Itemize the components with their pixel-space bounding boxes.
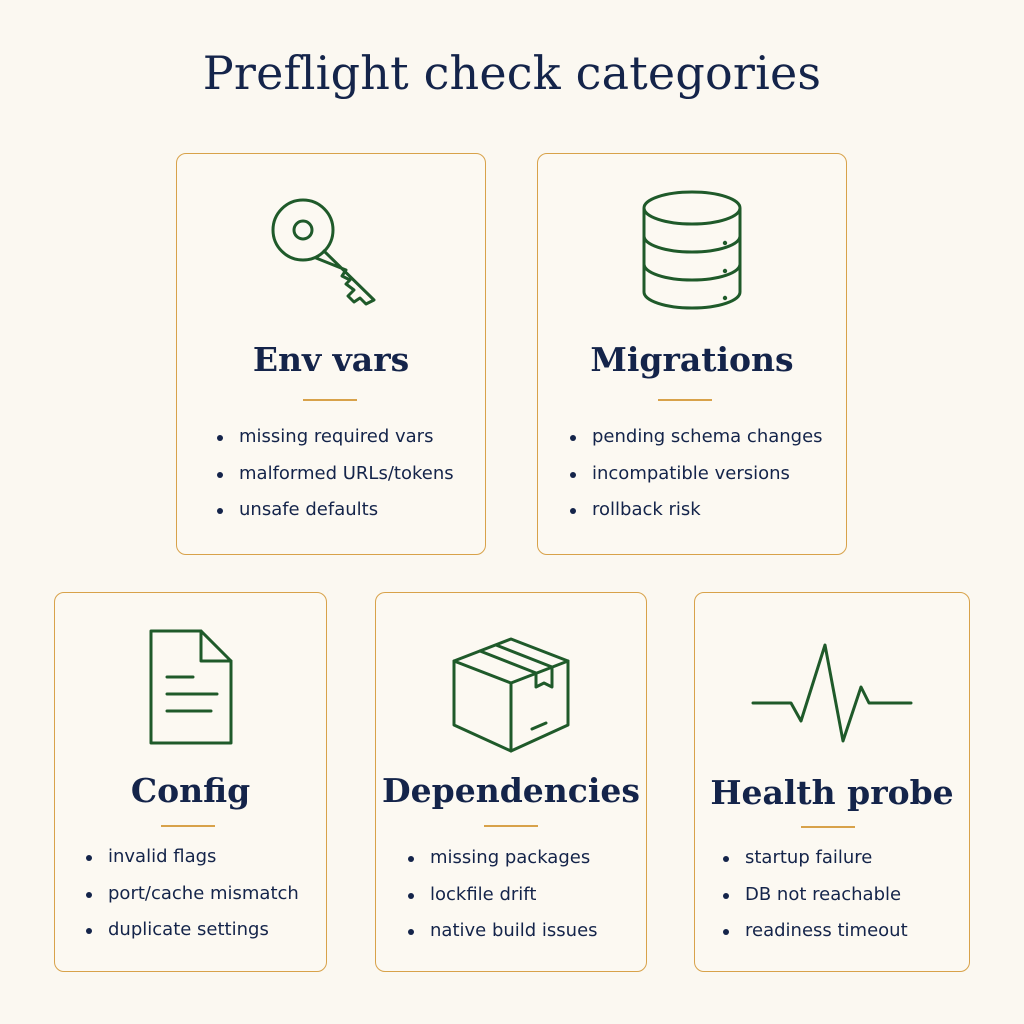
- package-icon: [376, 623, 646, 755]
- item-list: [217, 419, 454, 529]
- list-item: native build issues: [408, 913, 598, 950]
- card-env-vars: [176, 153, 486, 555]
- card-health-probe: [694, 592, 970, 972]
- card-config: [54, 592, 327, 972]
- card-title: Migrations: [590, 340, 794, 379]
- divider: [484, 825, 538, 827]
- list-item: DB not reachable: [723, 877, 908, 914]
- divider: [303, 399, 357, 401]
- item-list: [86, 839, 299, 949]
- list-item: rollback risk: [570, 492, 823, 529]
- list-item: startup failure: [723, 840, 908, 877]
- list-item: missing required vars: [217, 419, 454, 456]
- list-item: pending schema changes: [570, 419, 823, 456]
- list-item: invalid flags: [86, 839, 299, 876]
- card-title: Dependencies: [382, 771, 640, 810]
- item-list: [570, 419, 823, 529]
- divider: [161, 825, 215, 827]
- card-dependencies: [375, 592, 647, 972]
- page-title: Preflight check categories: [202, 46, 822, 100]
- list-item: port/cache mismatch: [86, 876, 299, 913]
- item-list: [723, 840, 908, 950]
- list-item: duplicate settings: [86, 912, 299, 949]
- card-migrations: [537, 153, 847, 555]
- list-item: malformed URLs/tokens: [217, 456, 454, 493]
- card-title: Config: [130, 771, 251, 810]
- document-icon: [55, 627, 326, 749]
- divider: [658, 399, 712, 401]
- card-title: Health probe: [710, 773, 954, 812]
- list-item: lockfile drift: [408, 877, 598, 914]
- list-item: missing packages: [408, 840, 598, 877]
- list-item: readiness timeout: [723, 913, 908, 950]
- item-list: [408, 840, 598, 950]
- divider: [801, 826, 855, 828]
- key-icon: [177, 192, 485, 312]
- list-item: unsafe defaults: [217, 492, 454, 529]
- heartbeat-icon: [695, 639, 969, 747]
- database-icon: [538, 188, 846, 312]
- list-item: incompatible versions: [570, 456, 823, 493]
- card-title: Env vars: [252, 340, 410, 379]
